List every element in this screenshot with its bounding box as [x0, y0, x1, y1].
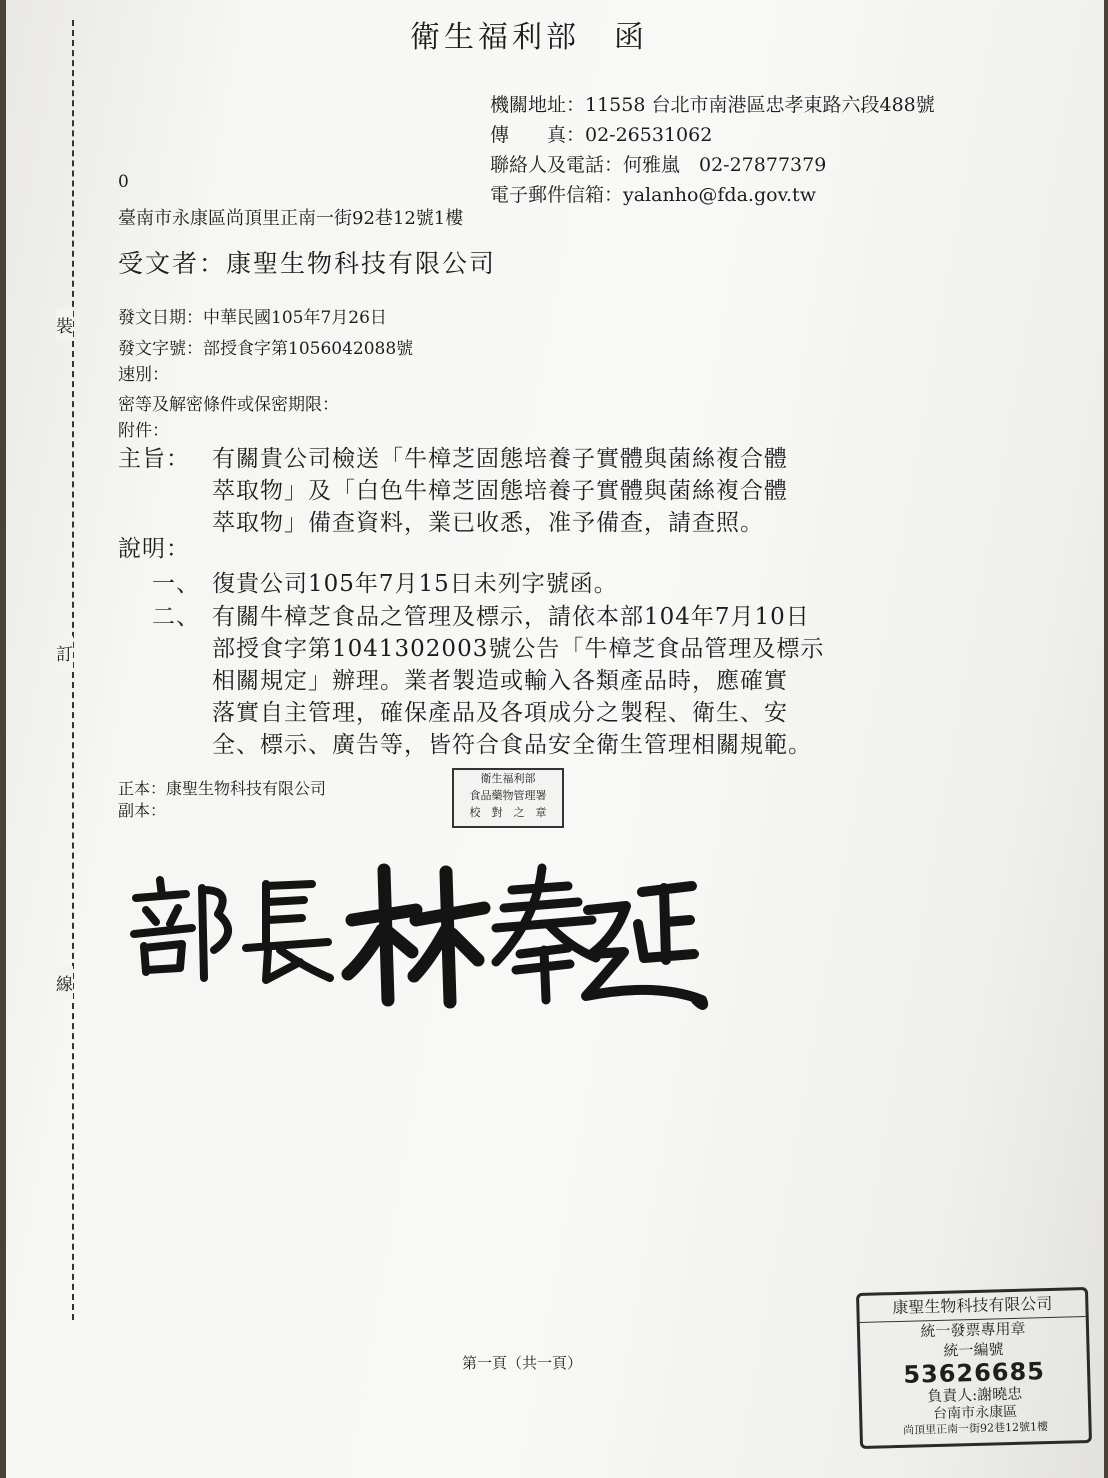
company-stamp-line: 尚頂里正南一街92巷12號1樓 — [902, 1420, 1049, 1437]
copy-duplicate: 副本： — [118, 801, 167, 820]
page-footer: 第一頁（共一頁） — [462, 1354, 583, 1372]
agency-email: 電子郵件信箱：yalanho@fda.gov.tw — [490, 184, 816, 206]
proofreading-stamp — [452, 768, 564, 828]
company-invoice-stamp — [856, 1287, 1092, 1449]
agency-contact: 聯絡人及電話：何雅嵐 02-27877379 — [490, 154, 827, 176]
subject-line: 萃取物」備查資料，業已收悉，准予備查，請查照。 — [212, 510, 764, 536]
company-stamp-line: 台南市永康區 — [932, 1403, 1018, 1423]
attachment-field: 附件： — [118, 421, 169, 441]
proofreading-stamp-line: 校 對 之 章 — [469, 806, 547, 819]
explanation-item-2-line: 部授食字第1041302003號公告「牛樟芝食品管理及標示 — [212, 636, 825, 662]
explanation-item-2-number: 二、 — [152, 604, 200, 630]
subject-line: 有關貴公司檢送「牛樟芝固態培養子實體與菌絲複合體 — [212, 446, 788, 472]
agency-fax: 傳 真：02-26531062 — [490, 124, 713, 146]
company-stamp-line: 統一發票專用章 — [920, 1319, 1026, 1341]
document-title: 衛生福利部 函 — [410, 20, 648, 55]
recipient-name: 受文者：康聖生物科技有限公司 — [118, 249, 497, 278]
explanation-item-2-line: 全、標示、廣告等，皆符合食品安全衛生管理相關規範。 — [212, 732, 812, 758]
explanation-item-2-line: 落實自主管理，確保產品及各項成分之製程、衛生、安 — [212, 700, 788, 726]
company-stamp-line: 康聖生物科技有限公司 — [859, 1290, 1086, 1323]
urgency-field: 速別： — [118, 365, 169, 385]
recipient-address: 臺南市永康區尚頂里正南一街92巷12號1樓 — [118, 208, 464, 229]
subject-line: 萃取物」及「白色牛樟芝固態培養子實體與菌絲複合體 — [212, 478, 788, 504]
explanation-item-1: 復貴公司105年7月15日未列字號函。 — [212, 571, 618, 597]
recipient-zip: 0 — [118, 172, 129, 192]
agency-address: 機關地址：11558 台北市南港區忠孝東路六段488號 — [490, 94, 935, 116]
binding-char-2: 訂 — [56, 636, 73, 669]
document-page — [6, 0, 1104, 1478]
explanation-item-2-line: 相關規定」辦理。業者製造或輸入各類產品時，應確實 — [212, 668, 788, 694]
company-stamp-line: 負責人:謝曉忠 — [926, 1384, 1023, 1406]
company-stamp-number: 53626685 — [902, 1357, 1046, 1389]
secrecy-field: 密等及解密條件或保密期限： — [118, 395, 339, 415]
binding-char-1: 裝 — [56, 308, 73, 341]
binding-char-3: 線 — [56, 966, 73, 999]
binding-line — [72, 20, 74, 1320]
subject-label: 主旨： — [118, 446, 190, 472]
minister-signature — [116, 850, 716, 1010]
issue-date: 發文日期：中華民國105年7月26日 — [118, 308, 387, 328]
copy-original: 正本：康聖生物科技有限公司 — [118, 779, 327, 798]
proofreading-stamp-line: 食品藥物管理署 — [469, 789, 547, 802]
company-stamp-line: 統一編號 — [943, 1340, 1004, 1360]
document-number: 發文字號：部授食字第1056042088號 — [118, 339, 414, 359]
explanation-item-1-number: 一、 — [152, 571, 200, 597]
explanation-item-2-line: 有關牛樟芝食品之管理及標示，請依本部104年7月10日 — [212, 604, 810, 630]
proofreading-stamp-line: 衛生福利部 — [480, 772, 536, 785]
explanation-label: 說明： — [118, 536, 190, 562]
